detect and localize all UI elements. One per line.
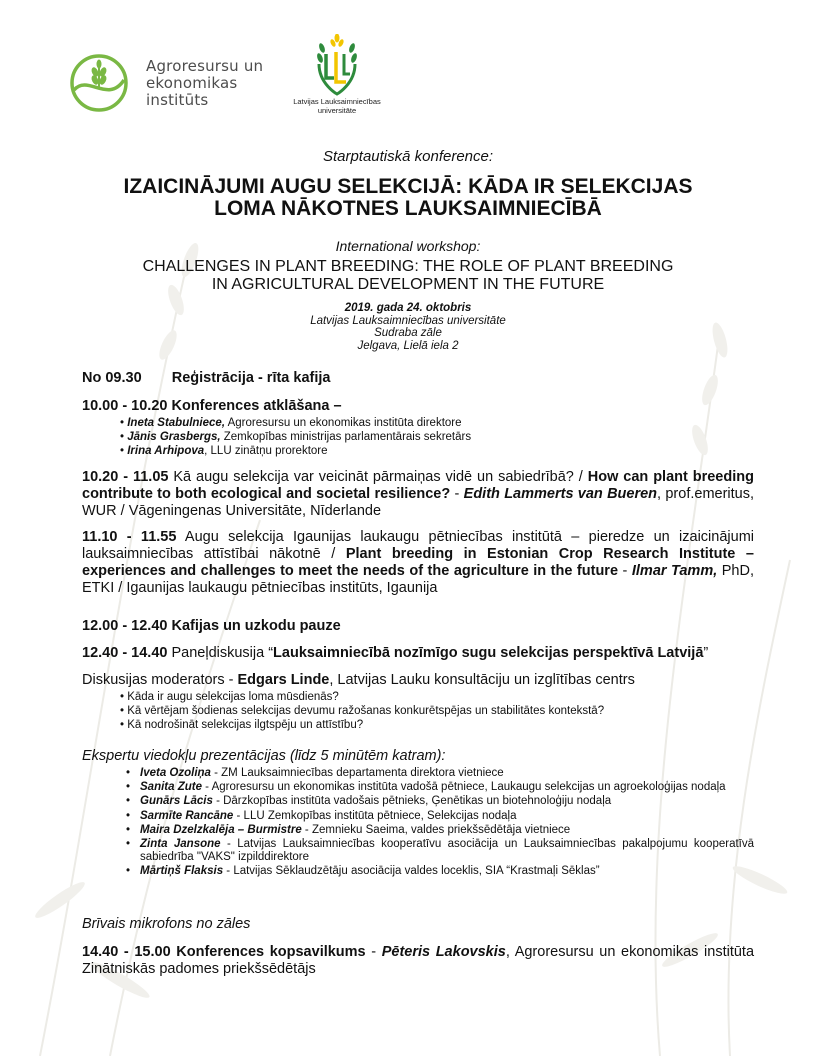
agenda-coffee: 12.00 - 12.40 Kafijas un uzkodu pauze bbox=[82, 618, 341, 634]
title-en-line: IN AGRICULTURAL DEVELOPMENT IN THE FUTURE bbox=[211, 276, 605, 293]
page-title-line: LOMA NĀKOTNES LAUKSAIMNIECĪBĀ bbox=[214, 197, 602, 220]
list-item: • Mārtiņš Flaksis - Latvijas Sēklaudzētāju asociācija valdes loceklis, SIA “Krastmaļi Sēklas” bbox=[124, 865, 754, 878]
aei-logo-line: institūts bbox=[146, 91, 209, 109]
list-item: • Kā nodrošināt selekcijas ilgtspēju un attīstību? bbox=[120, 719, 364, 731]
event-room: Sudraba zāle bbox=[374, 327, 442, 339]
llu-logo-line: universitāte bbox=[317, 106, 357, 115]
title-en bbox=[80, 258, 736, 294]
list-item: • Zinta Jansone - Latvijas Lauksaimniecības kooperatīvu asociācija un Lauksaimniecības pakalpojumu kooperatīvā sabiedrība "VAKS" izpilddirektore bbox=[124, 838, 754, 864]
agenda-talk-2: 11.10 - 11.55 Augu selekcija Igaunijas laukaugu pētniecības institūtā – pieredze un izaicinājumi lauksaimniecības attīstībai nākotnē / Plant breeding in Estonian Crop Research Institute – experiences and challenges to meet the needs of the agriculture in the future - Ilmar Tamm, PhD, ETKI / Igaunijas laukaugu pētniecības institūts, Igaunija bbox=[82, 529, 754, 596]
llu-logo-line: Latvijas Lauksaimniecības bbox=[293, 97, 381, 106]
event-details bbox=[80, 302, 736, 352]
list-item: • Maira Dzelzkalēja – Burmistre - Zemnieku Saeima, valdes priekšsēdētāja vietniece bbox=[124, 824, 754, 837]
llu-logo-text bbox=[284, 97, 390, 115]
event-date: 2019. gada 24. oktobris bbox=[344, 302, 472, 314]
list-item: • Irina Arhipova, LLU zinātņu prorektore bbox=[120, 445, 328, 457]
aei-logo-line: ekonomikas bbox=[146, 74, 238, 92]
title-en-line: CHALLENGES IN PLANT BREEDING: THE ROLE OF PLANT BREEDING bbox=[142, 258, 674, 275]
agenda-moderator: Diskusijas moderators - Edgars Linde, Latvijas Lauku konsultāciju un izglītības centrs bbox=[82, 672, 635, 688]
list-item: • Sarmīte Rancāne - LLU Zemkopības institūta pētniece, Selekcijas nodaļa bbox=[124, 810, 754, 823]
agenda-opening: 10.00 - 10.20 Konferences atklāšana – bbox=[82, 398, 342, 414]
agenda-talk-1: 10.20 - 11.05 Kā augu selekcija var veicināt pārmaiņas vidē un sabiedrībā? / How can plant breeding contribute to both ecological and societal resilience? - Edith Lammerts van Bueren, prof.emeritus, WUR / Vāgeningenas Universitāte, Nīderlande bbox=[82, 469, 755, 519]
list-item: • Kāda ir augu selekcijas loma mūsdienās? bbox=[120, 691, 339, 703]
list-item: • Iveta Ozoliņa - ZM Lauksaimniecības departamenta direktora vietniece bbox=[124, 767, 754, 780]
agenda-time: No 09.30 bbox=[82, 370, 142, 386]
list-item: • Jānis Grasbergs, Zemkopības ministrijas parlamentārais sekretārs bbox=[120, 431, 472, 443]
discussion-questions bbox=[120, 690, 760, 732]
experts-heading: Ekspertu viedokļu prezentācijas (līdz 5 minūtēm katram): bbox=[82, 748, 446, 764]
aei-logo-icon bbox=[68, 52, 130, 114]
opening-speakers bbox=[120, 416, 760, 458]
list-item: • Sanita Zute - Agroresursu un ekonomikas institūta vadošā pētniece, Laukaugu selekcijas un agroekoloģijas nodaļa bbox=[124, 781, 754, 794]
event-address: Jelgava, Lielā iela 2 bbox=[357, 339, 459, 352]
agenda-panel: 12.40 - 14.40 Paneļdiskusija “Lauksaimniecībā nozīmīgo sugu selekcijas perspektīvā Latvijā” bbox=[82, 645, 709, 661]
experts-list bbox=[124, 767, 754, 880]
agenda-summary: 14.40 - 15.00 Konferences kopsavilkums - Pēteris Lakovskis, Agroresursu un ekonomikas institūta Zinātniskās padomes priekšsēdētājs bbox=[82, 944, 755, 977]
page-title bbox=[80, 176, 736, 220]
subtitle-en: International workshop: bbox=[335, 238, 481, 254]
page-title-line: IZAICINĀJUMI AUGU SELEKCIJĀ: KĀDA IR SELEKCIJAS bbox=[123, 175, 693, 198]
aei-logo-line: Agroresursu un bbox=[146, 57, 264, 75]
subtitle-lv: Starptautiskā konference: bbox=[322, 148, 494, 165]
list-item: • Gunārs Lācis - Dārzkopības institūta vadošais pētnieks, Ģenētikas un biotehnoloģiju nodaļa bbox=[124, 795, 754, 808]
agenda-registration bbox=[82, 370, 754, 387]
list-item: • Ineta Stabulniece, Agroresursu un ekonomikas institūta direktore bbox=[120, 417, 462, 429]
llu-logo-icon bbox=[314, 34, 360, 96]
agenda-text: Reģistrācija - rīta kafija bbox=[171, 370, 331, 386]
open-mic: Brīvais mikrofons no zāles bbox=[82, 916, 251, 932]
event-venue: Latvijas Lauksaimniecības universitāte bbox=[310, 314, 506, 327]
list-item: • Kā vērtējam šodienas selekcijas devumu ražošanas konkurētspējas un stabilitātes kontekstā? bbox=[120, 705, 605, 717]
aei-logo-text bbox=[146, 58, 263, 109]
